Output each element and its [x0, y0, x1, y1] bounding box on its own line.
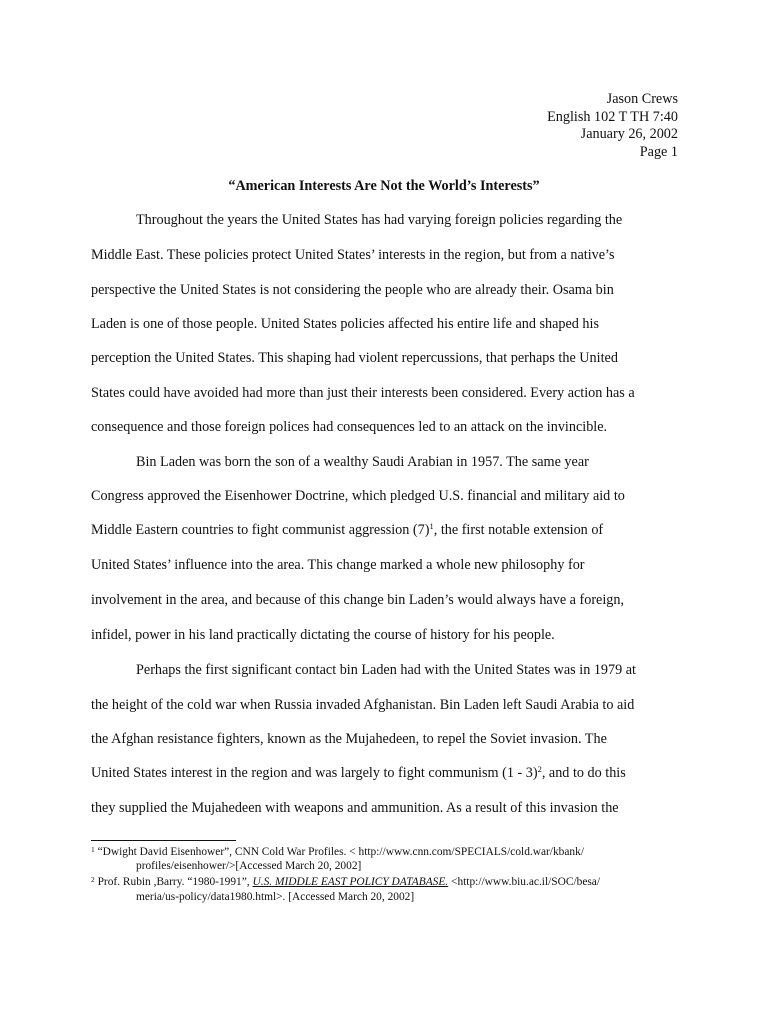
body-text: , and to do this	[541, 765, 626, 781]
body-line: Middle East. These policies protect United States’ interests in the region, but from a native’s	[91, 247, 615, 263]
footnote-2-continuation: meria/us-policy/data1980.html>. [Accessed March 20, 2002]	[136, 891, 415, 903]
body-line	[91, 522, 681, 539]
author-name: Jason Crews	[606, 91, 678, 107]
body-line: the height of the cold war when Russia invaded Afghanistan. Bin Laden left Saudi Arabia to aid	[91, 697, 635, 713]
body-line: States could have avoided had more than just their interests been considered. Every action has a	[91, 385, 635, 401]
footnote-mark: 2	[91, 875, 95, 884]
body-line: Bin Laden was born the son of a wealthy Saudi Arabian in 1957. The same year	[136, 454, 589, 470]
course-info: English 102 T TH 7:40	[547, 108, 678, 125]
footnote-source-title: U.S. MIDDLE EAST POLICY DATABASE.	[252, 876, 449, 888]
footnote-mark: 1	[91, 845, 95, 854]
body-line	[91, 765, 681, 782]
body-line: Laden is one of those people. United States policies affected his entire life and shaped his	[91, 316, 599, 332]
document-date: January 26, 2002	[580, 126, 678, 142]
body-text: United States interest in the region and was largely to fight communism (1 - 3)	[91, 765, 538, 781]
body-line: the Afghan resistance fighters, known as the Mujahedeen, to repel the Soviet invasion. The	[91, 731, 607, 747]
header-block	[547, 91, 678, 161]
footnote-text: Prof. Rubin ,Barry. “1980-1991”,	[94, 876, 253, 888]
body-line: they supplied the Mujahedeen with weapons and ammunition. As a result of this invasion the	[91, 800, 619, 816]
body-line: involvement in the area, and because of this change bin Laden’s would always have a foreign,	[91, 592, 625, 608]
body-line: perception the United States. This shaping had violent repercussions, that perhaps the United	[91, 350, 618, 366]
body-line: Congress approved the Eisenhower Doctrine, which pledged U.S. financial and military aid to	[91, 488, 625, 504]
footnote-reference: 1	[429, 521, 434, 531]
body-line: perspective the United States is not considering the people who are already their. Osama bin	[91, 282, 614, 298]
document-title: “American Interests Are Not the World’s Interests”	[228, 178, 540, 194]
footnote-reference: 2	[537, 764, 542, 774]
footnote-divider	[91, 840, 236, 841]
body-line: consequence and those foreign polices had consequences led to an attack on the invincible.	[91, 419, 608, 435]
footnote-1-continuation: profiles/eisenhower/>[Accessed March 20, 2002]	[136, 860, 362, 872]
body-line: Perhaps the first significant contact bin Laden had with the United States was in 1979 at	[136, 662, 636, 678]
body-text: Middle Eastern countries to fight communist aggression (7)	[91, 522, 430, 538]
footnote-text: <http://www.biu.ac.il/SOC/besa/	[448, 876, 601, 888]
body-line: Throughout the years the United States has had varying foreign policies regarding the	[136, 212, 623, 228]
footnote-2	[91, 876, 600, 889]
footnote-text: “Dwight David Eisenhower”, CNN Cold War Profiles. < http://www.cnn.com/SPECIALS/cold.war/kbank/	[94, 846, 584, 858]
footnote-1	[91, 846, 584, 859]
page-number: Page 1	[639, 143, 678, 160]
body-text: , the first notable extension of	[433, 522, 604, 538]
body-line: infidel, power in his land practically dictating the course of history for his people.	[91, 627, 555, 643]
body-line: United States’ influence into the area. This change marked a whole new philosophy for	[91, 557, 585, 573]
